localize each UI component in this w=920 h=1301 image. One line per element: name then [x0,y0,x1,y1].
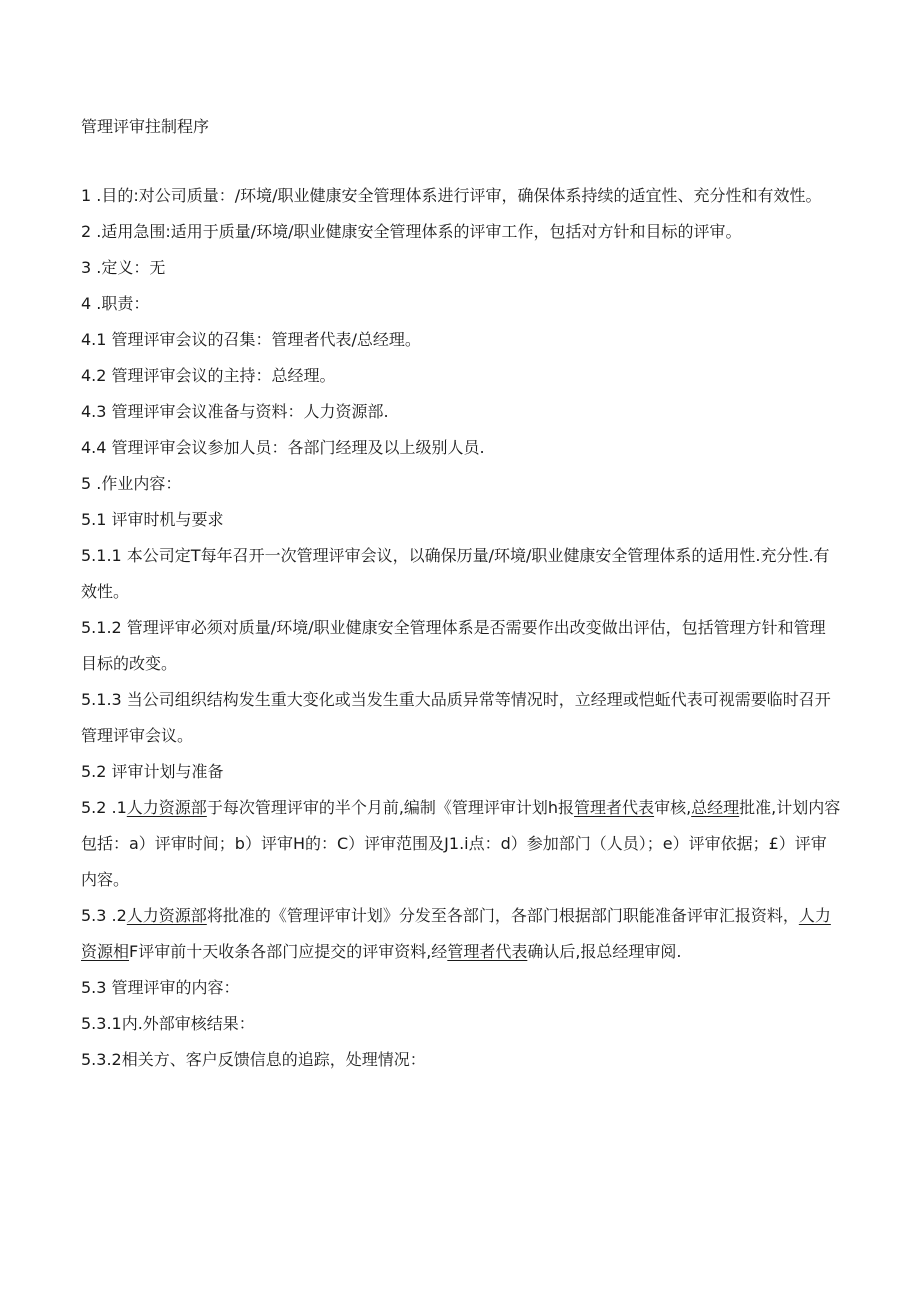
paragraph [81,466,841,502]
paragraph-text: 5.3 .2 [81,906,127,925]
paragraph-text: 5.1.3 当公司组织结构发生重大变化或当发生重大品质异常等情况时，立经理或恺蚯代表可视需要临时召开管理评审会议。 [81,690,831,745]
paragraph [81,1042,841,1078]
paragraph-text: 5.1.1 本公司定T每年召开一次管理评审会议，以确保历量/环境/职业健康安全管理体系的适用性.充分性.有效性。 [81,546,830,601]
paragraph-text: 3 .定义：无 [81,258,166,277]
paragraph [81,214,841,250]
paragraph-text: 5.3 管理评审的内容： [81,978,240,997]
paragraph-text: 4.1 管理评审会议的召集：管理者代表/总经理。 [81,330,421,349]
paragraph-text: 审核, [654,798,692,817]
paragraph [81,394,841,430]
paragraph-text: 5.2 .1 [81,798,127,817]
paragraph [81,898,841,970]
paragraph-text: 5.3.1内.外部审核结果： [81,1014,255,1033]
paragraph-text: 批准,计划内容包括：a）评审时间；b）评审H的：C）评审范围及J1.i点：d）参加部门（人员）；e）评审依据；£）评审内容。 [81,798,841,889]
paragraph [81,682,841,754]
underlined-term: 管理者代表 [574,798,655,817]
document-title: 管理评审拄制程序 [81,117,210,136]
paragraph-text: 4 .职责： [81,294,150,313]
paragraph [81,790,841,898]
paragraph-text: 5 .作业内容： [81,474,182,493]
paragraph [81,538,841,610]
underlined-term: 人力资源部 [126,798,207,817]
paragraph [81,502,841,538]
document-body [81,178,841,1078]
underlined-term: 人力资源相 [81,906,831,961]
paragraph [81,754,841,790]
paragraph-text: 1 .目的:对公司质量：/环境/职业健康安全管理体系进行评审，确保体系持续的适宜性、充分性和有效性。 [81,186,822,205]
paragraph-text: 将批准的《管理评审计划》分发至各部门，各部门根据部门职能准备评审汇报资料， [206,906,799,925]
paragraph-text: 4.4 管理评审会议参加人员：各部门经理及以上级别人员. [81,438,485,457]
underlined-term: 总经理 [691,798,740,817]
paragraph [81,358,841,394]
paragraph-text: 4.3 管理评审会议准备与资料：人力资源部. [81,402,389,421]
underlined-term: 管理者代表 [447,942,528,961]
paragraph-text: 于每次管理评审的半个月前,编制《管理评审计划h报 [206,798,575,817]
paragraph-text: 4.2 管理评审会议的主持：总经理。 [81,366,336,385]
paragraph [81,250,841,286]
paragraph-text: 5.1 评审时机与要求 [81,510,224,529]
paragraph-text: 5.1.2 管理评审必须对质量/环境/职业健康安全管理体系是否需要作出改变做出评估，包括管理方针和管理目标的改变。 [81,618,826,673]
underlined-term: 人力资源部 [126,906,207,925]
paragraph [81,178,841,214]
paragraph [81,970,841,1006]
paragraph [81,322,841,358]
paragraph [81,286,841,322]
paragraph [81,1006,841,1042]
paragraph-text: 5.3.2相关方、客户反馈信息的追踪，处理情况： [81,1050,426,1069]
paragraph [81,610,841,682]
paragraph-text: 确认后,报总经理审阅. [527,942,682,961]
paragraph-text: F评审前十天收条各部门应提交的评审资料,经 [129,942,448,961]
paragraph [81,430,841,466]
paragraph-text: 2 .适用急围:适用于质量/环境/职业健康安全管理体系的评审工作，包括对方针和目标的评审。 [81,222,742,241]
paragraph-text: 5.2 评审计划与准备 [81,762,224,781]
